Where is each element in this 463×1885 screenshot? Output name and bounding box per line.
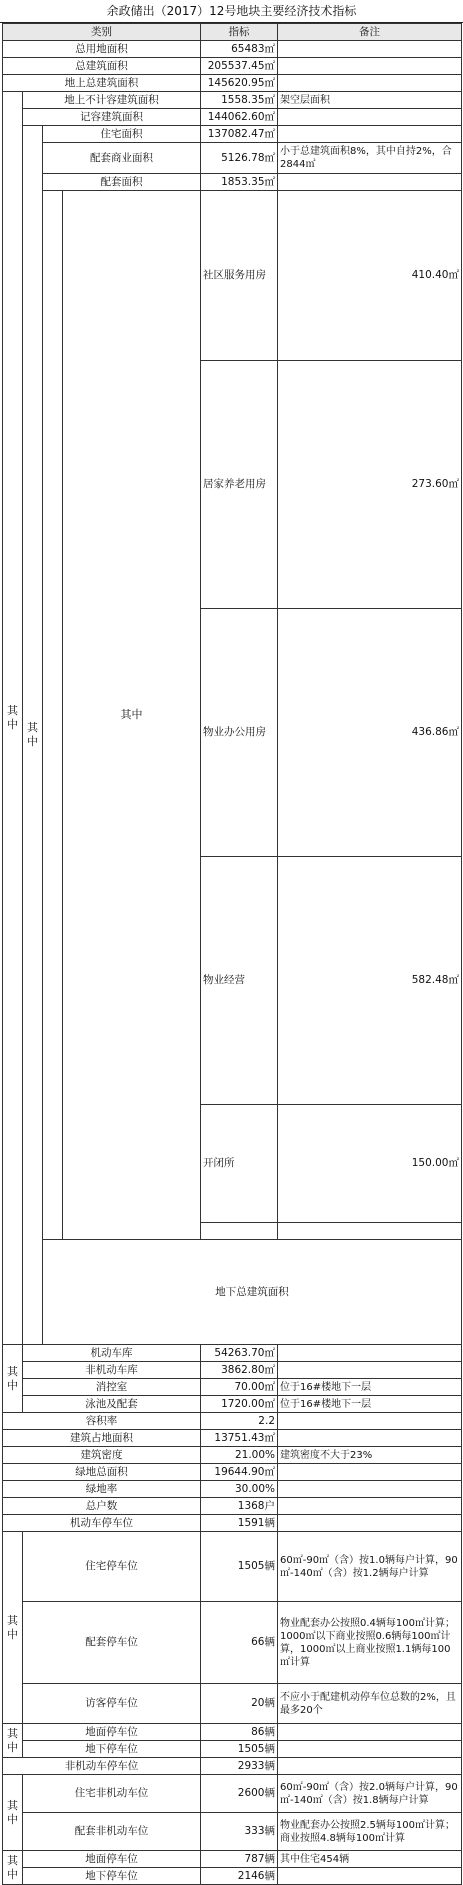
row-remark: 位于16#楼地下一层	[278, 1379, 462, 1396]
row-value: 2146辆	[201, 1868, 278, 1885]
table-row	[3, 1775, 462, 1813]
table-row	[3, 92, 462, 109]
row-label: 记容建筑面积	[23, 109, 201, 126]
header-category: 类别	[3, 24, 201, 41]
row-value: 1720.00㎡	[201, 1396, 278, 1413]
row-label: 地下停车位	[23, 1868, 201, 1885]
row-value: 86辆	[201, 1724, 278, 1741]
row-remark	[278, 126, 462, 143]
row-label: 住宅面积	[43, 126, 201, 143]
table-row	[3, 1447, 462, 1464]
row-label: 社区服务用房	[201, 191, 278, 361]
row-label: 非机动车库	[23, 1362, 201, 1379]
header-remark: 备注	[278, 24, 462, 41]
row-value: 2.2	[201, 1413, 278, 1430]
row-value: 1505辆	[201, 1741, 278, 1758]
row-label: 绿地率	[3, 1481, 201, 1498]
row-remark: 建筑密度不大于23%	[278, 1447, 462, 1464]
side-label-qizhong: 其中	[3, 1851, 23, 1885]
table-row	[3, 1851, 462, 1868]
table-row	[3, 1379, 462, 1396]
side-label-qizhong: 其中	[63, 191, 201, 1240]
row-label: 地上总建筑面积	[3, 75, 201, 92]
table-row	[3, 191, 462, 361]
table-row	[3, 1430, 462, 1447]
row-remark	[278, 1481, 462, 1498]
row-label: 开闭所	[201, 1105, 278, 1223]
row-value: 273.60㎡	[278, 361, 462, 609]
row-remark	[278, 1430, 462, 1447]
row-value: 1591辆	[201, 1515, 278, 1532]
row-value: 70.00㎡	[201, 1379, 278, 1396]
table-row	[3, 1345, 462, 1362]
row-remark	[278, 1498, 462, 1515]
table-row	[3, 41, 462, 58]
row-value: 1853.35㎡	[201, 174, 278, 191]
table-row	[3, 143, 462, 174]
row-remark	[278, 1868, 462, 1885]
side-label-qizhong: 其中	[3, 1724, 23, 1758]
row-label: 建筑占地面积	[3, 1430, 201, 1447]
row-remark	[278, 1362, 462, 1379]
row-label: 机动车库	[23, 1345, 201, 1362]
table-row	[3, 109, 462, 126]
row-label: 配套面积	[43, 174, 201, 191]
row-value: 2933辆	[201, 1758, 278, 1775]
side-label-qizhong: 其中	[3, 92, 23, 1345]
table-row	[3, 1464, 462, 1481]
row-value: 410.40㎡	[278, 191, 462, 361]
spacer-cell	[43, 191, 63, 1240]
row-remark	[278, 1724, 462, 1741]
table-row	[3, 174, 462, 191]
row-value: 2600辆	[201, 1775, 278, 1813]
row-label: 配套停车位	[23, 1602, 201, 1684]
indicator-table	[2, 23, 462, 1885]
row-value: 30.00%	[201, 1481, 278, 1498]
table-row	[3, 58, 462, 75]
row-remark: 其中住宅454辆	[278, 1851, 462, 1868]
row-remark	[278, 58, 462, 75]
row-remark: 60㎡-90㎡（含）按1.0辆每户计算，90㎡-140㎡（含）按1.2辆每户计算	[278, 1532, 462, 1602]
row-label: 容积率	[3, 1413, 201, 1430]
row-value: 20辆	[201, 1684, 278, 1724]
row-value: 150.00㎡	[278, 1105, 462, 1223]
table-row	[3, 126, 462, 143]
row-remark	[278, 109, 462, 126]
row-remark	[278, 1758, 462, 1775]
row-value: 333辆	[201, 1813, 278, 1851]
table-row	[3, 1684, 462, 1724]
row-remark	[278, 174, 462, 191]
row-remark: 小于总建筑面积8%，其中自持2%，合2844㎡	[278, 143, 462, 174]
row-value	[278, 1223, 462, 1240]
row-value: 65483㎡	[201, 41, 278, 58]
row-label: 地下停车位	[23, 1741, 201, 1758]
row-value: 787辆	[201, 1851, 278, 1868]
side-label-qizhong: 其中	[3, 1532, 23, 1724]
row-remark	[278, 1464, 462, 1481]
row-value: 1558.35㎡	[201, 92, 278, 109]
row-remark	[278, 1515, 462, 1532]
row-label: 物业经营	[201, 857, 278, 1105]
row-label: 绿地总面积	[3, 1464, 201, 1481]
row-value: 582.48㎡	[278, 857, 462, 1105]
row-remark: 不应小于配建机动停车位总数的2%，且最多20个	[278, 1684, 462, 1724]
row-label: 地面停车位	[23, 1724, 201, 1741]
row-value: 3862.80㎡	[201, 1362, 278, 1379]
row-label: 地下总建筑面积	[43, 1240, 462, 1345]
table-row	[3, 1240, 462, 1345]
row-label: 住宅停车位	[23, 1532, 201, 1602]
row-label	[201, 1223, 278, 1240]
row-label: 总户数	[3, 1498, 201, 1515]
row-remark: 60㎡-90㎡（含）按2.0辆每户计算，90㎡-140㎡（含）按1.8辆每户计算	[278, 1775, 462, 1813]
row-label: 访客停车位	[23, 1684, 201, 1724]
row-remark	[278, 1345, 462, 1362]
row-remark: 位于16#楼地下一层	[278, 1396, 462, 1413]
table-row	[3, 1481, 462, 1498]
row-remark	[278, 75, 462, 92]
row-value: 19644.90㎡	[201, 1464, 278, 1481]
table-row	[3, 1602, 462, 1684]
row-value: 21.00%	[201, 1447, 278, 1464]
table-row	[3, 75, 462, 92]
row-label: 总用地面积	[3, 41, 201, 58]
row-label: 物业办公用房	[201, 609, 278, 857]
row-value: 145620.95㎡	[201, 75, 278, 92]
row-value: 1368户	[201, 1498, 278, 1515]
table-row	[3, 1413, 462, 1430]
row-label: 非机动车停车位	[3, 1758, 201, 1775]
row-value: 137082.47㎡	[201, 126, 278, 143]
row-label: 地上不计容建筑面积	[23, 92, 201, 109]
row-value: 144062.60㎡	[201, 109, 278, 126]
row-remark: 物业配套办公按照2.5辆每100㎡计算；商业按照4.8辆每100㎡计算	[278, 1813, 462, 1851]
row-label: 泳池及配套	[23, 1396, 201, 1413]
row-label: 地面停车位	[23, 1851, 201, 1868]
row-remark: 物业配套办公按照0.4辆每100㎡计算；1000㎡以下商业按照0.6辆每100㎡计算，1000㎡以上商业按照1.1辆每100㎡计算	[278, 1602, 462, 1684]
row-label: 居家养老用房	[201, 361, 278, 609]
row-value: 1505辆	[201, 1532, 278, 1602]
row-value: 13751.43㎡	[201, 1430, 278, 1447]
table-row	[3, 1741, 462, 1758]
row-value: 436.86㎡	[278, 609, 462, 857]
row-remark	[278, 1413, 462, 1430]
side-label-qizhong: 其中	[3, 1345, 23, 1413]
row-remark	[278, 1741, 462, 1758]
table-row	[3, 1515, 462, 1532]
side-label-qizhong: 其中	[23, 126, 43, 1345]
row-label: 消控室	[23, 1379, 201, 1396]
header-value: 指标	[201, 24, 278, 41]
row-label: 配套商业面积	[43, 143, 201, 174]
row-label: 总建筑面积	[3, 58, 201, 75]
header-row	[3, 24, 462, 41]
table-row	[3, 1813, 462, 1851]
row-remark	[278, 41, 462, 58]
table-row	[3, 1724, 462, 1741]
row-label: 配套非机动车位	[23, 1813, 201, 1851]
row-value: 54263.70㎡	[201, 1345, 278, 1362]
table-row	[3, 1532, 462, 1602]
row-label: 住宅非机动车位	[23, 1775, 201, 1813]
table-row	[3, 1758, 462, 1775]
row-label: 机动车停车位	[3, 1515, 201, 1532]
table-row	[3, 1362, 462, 1379]
row-value: 5126.78㎡	[201, 143, 278, 174]
row-remark: 架空层面积	[278, 92, 462, 109]
row-value: 66辆	[201, 1602, 278, 1684]
sheet-title: 余政储出（2017）12号地块主要经济技术指标	[0, 0, 463, 23]
table-row	[3, 1868, 462, 1885]
row-value: 205537.45㎡	[201, 58, 278, 75]
table-row	[3, 1498, 462, 1515]
table-row	[3, 1396, 462, 1413]
row-label: 建筑密度	[3, 1447, 201, 1464]
side-label-qizhong: 其中	[3, 1775, 23, 1851]
